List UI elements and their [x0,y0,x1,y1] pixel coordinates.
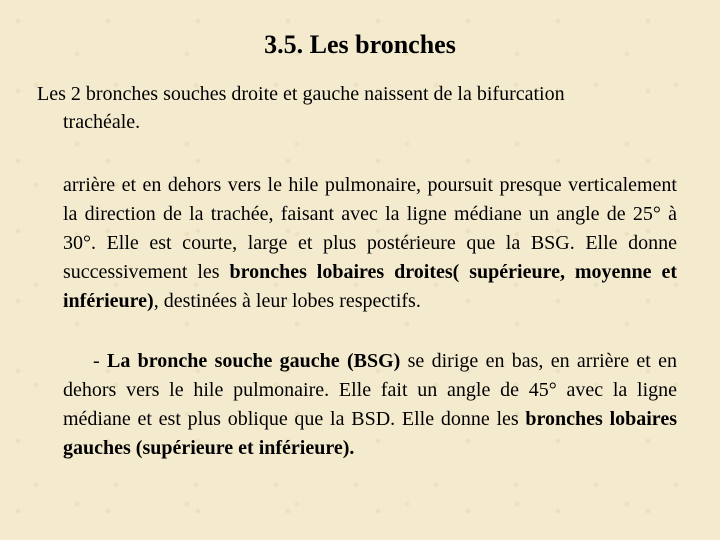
slide-title: 3.5. Les bronches [264,30,456,59]
bsg-text: se dirige en bas, en arrière et en dehors vers le hile pulmonaire. Elle fait un angle de 45° avec la ligne médiane et est plus oblique que la BSD. Elle donne les [63,350,678,430]
bsd-tail: , destinées à leur lobes respectifs. [153,290,421,312]
bsg-bold-branches: bronches lobaires gauches (supérieure et inférieure). [63,408,677,459]
bsg-bold-title: La bronche souche gauche (BSG) [106,350,401,372]
bsd-paragraph [63,171,677,316]
intro-line-1: Les 2 bronches souches droite et gauche naissent de la bifurcation [37,83,565,105]
intro-paragraph [37,80,687,136]
intro-line-2: trachéale. [63,111,141,133]
bsd-bold-branches: bronches lobaires droites( supérieure, moyenne et inférieure) [63,261,677,312]
bsg-paragraph [63,347,677,463]
bsd-text: arrière et en dehors vers le hile pulmonaire, poursuit presque verticalement la direction de la trachée, faisant avec la ligne médiane un angle de 25° à 30°. Elle est courte, large et plus postérieure que la BSG. Elle donne successivement les [63,174,677,283]
bsg-prefix: - [93,350,107,372]
